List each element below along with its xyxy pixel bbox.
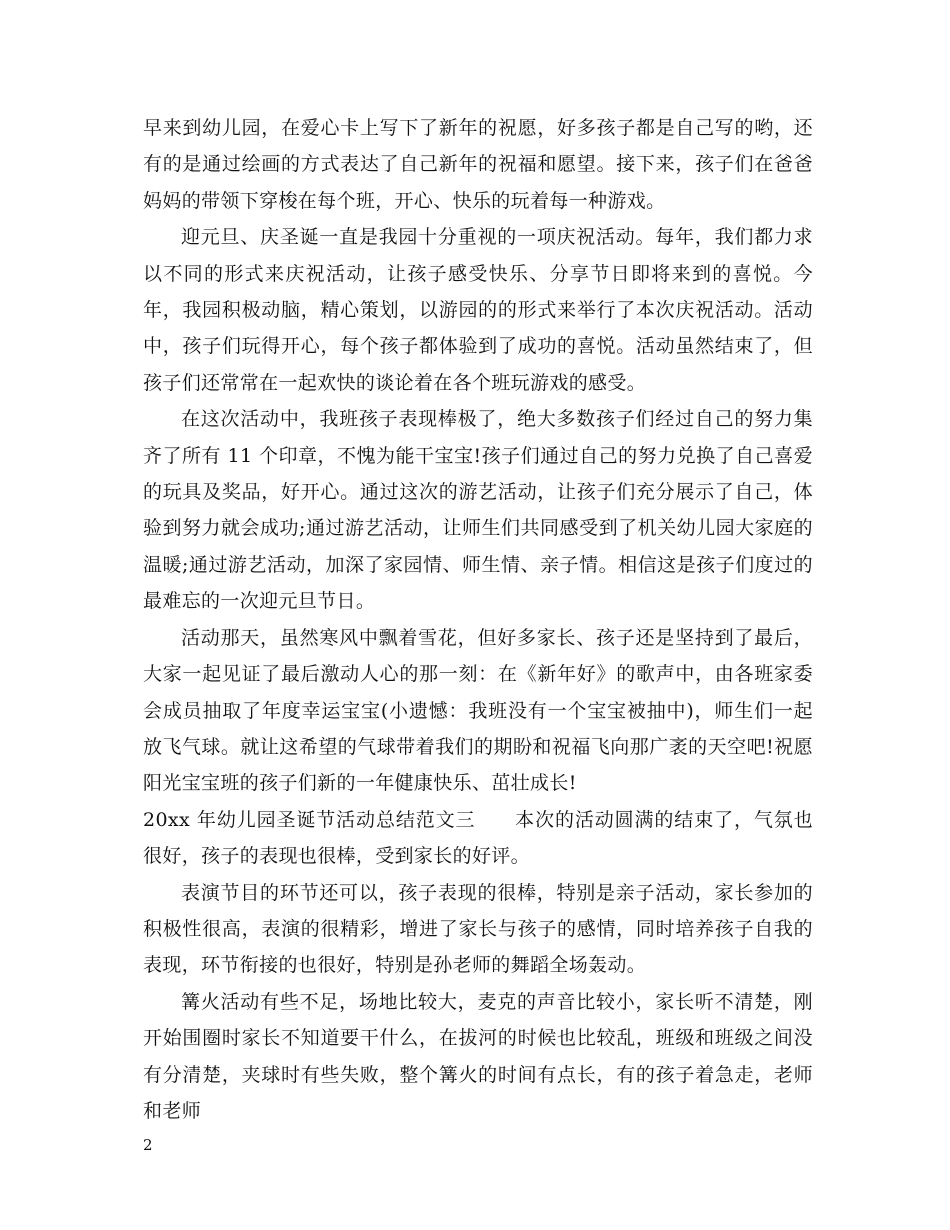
paragraph-celebration-overview: 迎元旦、庆圣诞一直是我园十分重视的一项庆祝活动。每年，我们都力求以不同的形式来庆祝活动，让孩子感受快乐、分享节日即将来到的喜悦。今年，我园积极动脑，精心策划，以游园的的形式来举行了本次庆祝活动。活动中，孩子们玩得开心，每个孩子都体验到了成功的喜悦。活动虽然结束了，但孩子们还常常在一起欢快的谈论着在各个班玩游戏的感受。 xyxy=(143,226,813,394)
paragraph-bonfire-segment: 篝火活动有些不足，场地比较大，麦克的声音比较小，家长听不清楚，刚开始围圈时家长不知道要干什么，在拔河的时候也比较乱，班级和班级之间没有分清楚，夹球时有些失败，整个篝火的时间有点长，有的孩子着急走，老师和老师 xyxy=(143,990,813,1122)
document-body xyxy=(143,110,813,1129)
paragraph-continuation: 早来到幼儿园，在爱心卡上写下了新年的祝愿，好多孩子都是自己写的哟，还有的是通过绘画的方式表达了自己新年的祝福和愿望。接下来，孩子们在爸爸妈妈的带领下穿梭在每个班，开心、快乐的玩着每一种游戏。 xyxy=(143,117,813,212)
page-number: 2 xyxy=(143,1136,153,1154)
paragraph-essay-three-heading: 20xx 年幼儿园圣诞节活动总结范文三 本次的活动圆满的结束了，气氛也很好，孩子的表现也很棒，受到家长的好评。 xyxy=(143,808,813,868)
paragraph-performance-segment: 表演节目的环节还可以，孩子表现的很棒，特别是亲子活动，家长参加的积极性很高，表演的很精彩，增进了家长与孩子的感情，同时培养孩子自我的表现，环节衔接的也很好，特别是孙老师的舞蹈全场轰动。 xyxy=(143,881,813,977)
paragraph-class-performance: 在这次活动中，我班孩子表现棒极了，绝大多数孩子们经过自己的努力集齐了所有 11 个印章，不愧为能干宝宝!孩子们通过自己的努力兑换了自己喜爱的玩具及奖品，好开心。通过这次的游艺活动，让孩子们充分展示了自己，体验到努力就会成功;通过游艺活动，让师生们共同感受到了机关幼儿园大家庭的温暖;通过游艺活动，加深了家园情、师生情、亲子情。相信这是孩子们度过的最难忘的一次迎元旦节日。 xyxy=(143,408,813,613)
paragraph-event-day: 活动那天，虽然寒风中飘着雪花，但好多家长、孩子还是坚持到了最后，大家一起见证了最后激动人心的那一刻：在《新年好》的歌声中，由各班家委会成员抽取了年度幸运宝宝(小遗憾：我班没有一个宝宝被抽中)，师生们一起放飞气球。就让这希望的气球带着我们的期盼和祝福飞向那广袤的天空吧!祝愿阳光宝宝班的孩子们新的一年健康快乐、茁壮成长! xyxy=(143,626,813,795)
